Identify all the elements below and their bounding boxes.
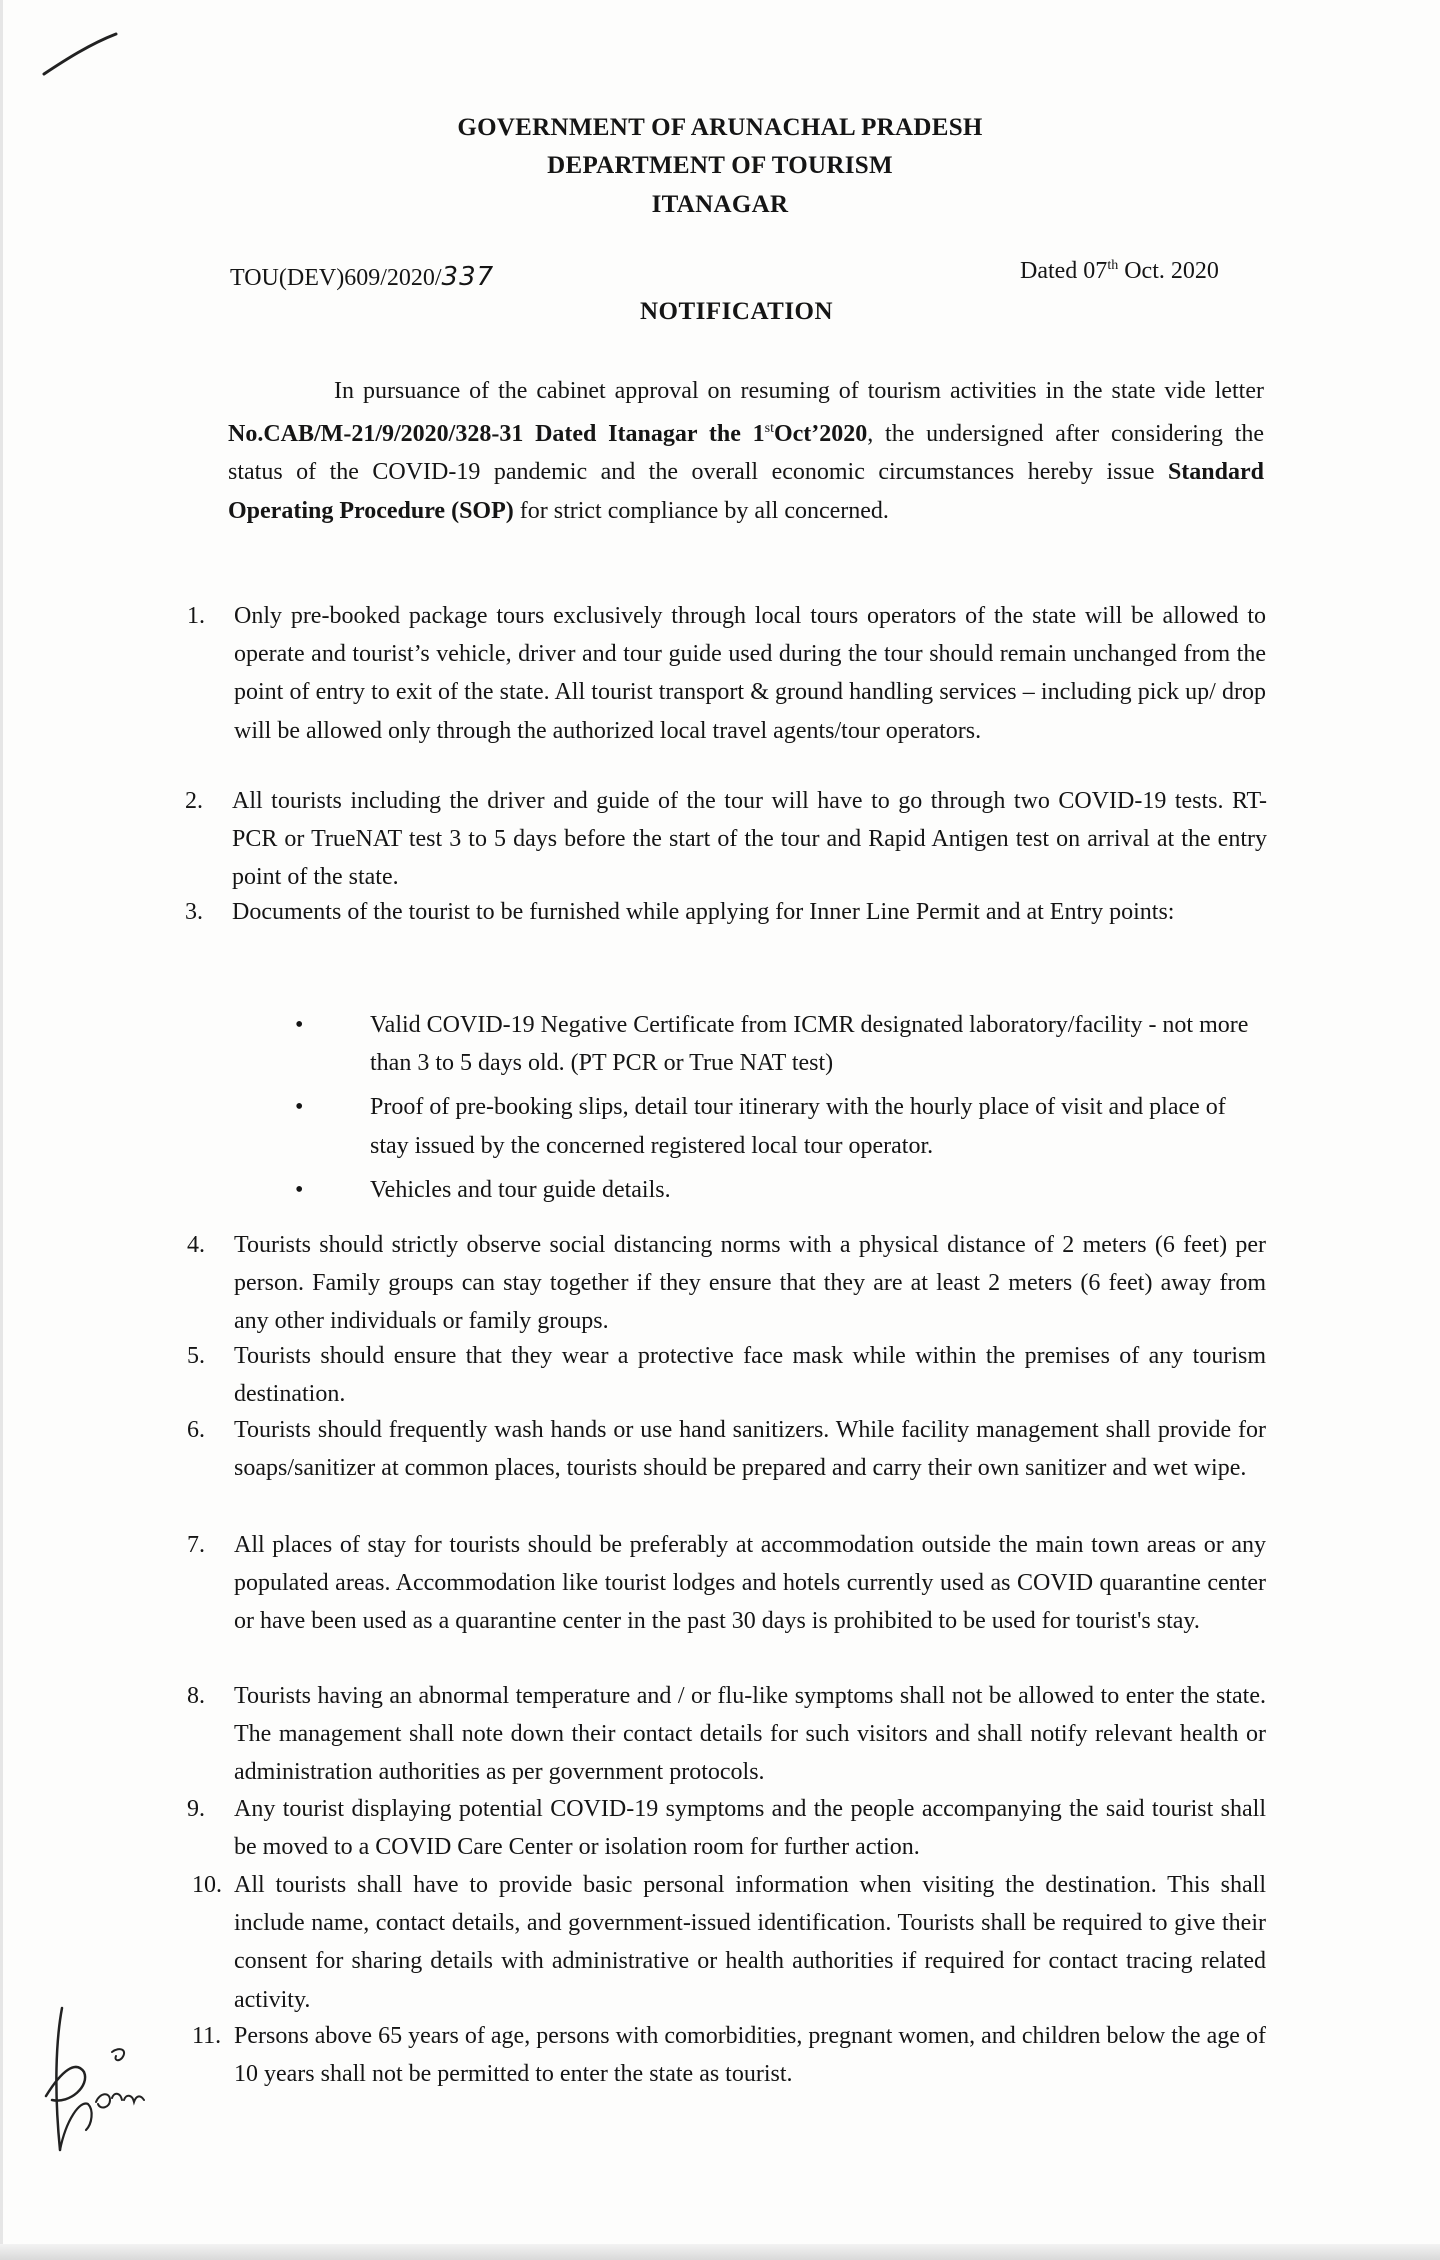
bullet-icon: •	[295, 1176, 304, 1203]
list-item	[187, 1790, 1266, 1866]
scan-left-edge	[0, 0, 3, 2260]
date-suffix: Oct. 2020	[1118, 258, 1219, 284]
list-item-text: All tourists shall have to provide basic personal information when visiting the destination. This shall include name, contact details, and government-issued identification. Tourists shall be required to give their consent for sharing details with administrative or health authorities if required for contact tracing related activity.	[234, 1872, 1266, 2013]
list-item-number: 10.	[192, 1872, 222, 1898]
handwritten-initials	[40, 2000, 180, 2170]
list-item	[187, 1226, 1266, 1341]
header-city: ITANAGAR	[651, 191, 789, 218]
intro-letter-date: Oct’2020	[773, 421, 868, 448]
scan-bottom-edge	[0, 2244, 1440, 2260]
list-item-text: Tourists should strictly observe social distancing norms with a physical distance of 2 meters (6 feet) per person. Family groups can stay together if they ensure that they are at least 2 meters (6 feet) away from any other individuals or family groups.	[234, 1232, 1266, 1335]
header-government: GOVERNMENT OF ARUNACHAL PRADESH	[457, 114, 983, 141]
bullet-text: Proof of pre-booking slips, detail tour itinerary with the hourly place of visit and place of stay issued by the concerned registered local tour operator.	[370, 1094, 1226, 1159]
list-item-number: 8.	[187, 1683, 205, 1709]
header-department: DEPARTMENT OF TOURISM	[547, 152, 893, 179]
list-item	[185, 782, 1267, 897]
intro-letter-no: No.CAB/M-21/9/2020/328-31 Dated Itanagar the 1	[228, 421, 765, 448]
list-item-number: 9.	[187, 1796, 205, 1822]
list-item	[187, 597, 1266, 750]
list-item-text: Tourists having an abnormal temperature and / or flu-like symptoms shall not be allowed to enter the state. The management shall note down their contact details for such visitors and shall notify relevant health or administration authorities as per government protocols.	[234, 1683, 1266, 1786]
list-item-number: 6.	[187, 1417, 205, 1443]
list-item	[187, 1337, 1266, 1413]
list-item-text: Tourists should ensure that they wear a protective face mask while within the premises of any tourism destination.	[234, 1343, 1266, 1408]
page-title: NOTIFICATION	[640, 298, 834, 325]
pen-stroke-mark	[40, 30, 120, 80]
bullet-icon: •	[295, 1012, 304, 1038]
bullet-text: Vehicles and tour guide details.	[370, 1176, 671, 1203]
list-item-text: All tourists including the driver and guide of the tour will have to go through two COVID-19 tests. RT-PCR or TrueNAT test 3 to 5 days before the start of the tour and Rapid Antigen test on arrival at the entry point of the state.	[232, 788, 1267, 891]
notification-date	[1020, 258, 1219, 285]
list-item-number: 3.	[185, 899, 203, 925]
list-item-text: Tourists should frequently wash hands or use hand sanitizers. While facility management shall provide for soaps/sanitizer at common places, tourists should be prepared and carry their own sanitizer and wet wipe.	[234, 1417, 1266, 1482]
bullet-item	[295, 1088, 1270, 1164]
list-item	[187, 1411, 1266, 1487]
list-item-number: 11.	[192, 2023, 222, 2049]
list-item	[185, 893, 1267, 931]
list-item-number: 4.	[187, 1232, 205, 1258]
list-item	[192, 1866, 1266, 2019]
list-item-number: 2.	[185, 788, 203, 814]
list-item-text: Any tourist displaying potential COVID-19 symptoms and the people accompanying the said tourist shall be moved to a COVID Care Center or isolation room for further action.	[234, 1796, 1266, 1861]
list-item	[192, 2017, 1266, 2093]
list-item-number: 1.	[187, 603, 205, 629]
reference-printed: TOU(DEV)609/2020/	[230, 265, 442, 291]
date-prefix: Dated 07	[1020, 258, 1108, 284]
reference-handwritten: 337	[441, 262, 495, 292]
bullet-text: Valid COVID-19 Negative Certificate from ICMR designated laboratory/facility - not more than 3 to 5 days old. (PT PCR or True NAT test)	[370, 1012, 1249, 1077]
list-item-text: All places of stay for tourists should be preferably at accommodation outside the main town areas or any populated areas. Accommodation like tourist lodges and hotels currently used as COVID quarantine center or have been used as a quarantine center in the past 30 days is prohibited to be used for tourist's stay.	[234, 1532, 1266, 1635]
list-item-number: 5.	[187, 1343, 205, 1369]
list-item	[187, 1677, 1266, 1792]
intro-paragraph	[228, 372, 1264, 530]
reference-number	[230, 262, 494, 292]
intro-part1: In pursuance of the cabinet approval on resuming of tourism activities in the state vide letter	[334, 378, 1264, 404]
documents-bullet-list	[295, 1006, 1270, 1215]
list-item-text: Persons above 65 years of age, persons with comorbidities, pregnant women, and children below the age of 10 years shall not be permitted to enter the state as tourist.	[234, 2023, 1266, 2088]
list-item	[187, 1526, 1266, 1641]
intro-letter-sup: st	[764, 421, 774, 437]
list-item-text: Documents of the tourist to be furnished while applying for Inner Line Permit and at Entry points:	[232, 899, 1175, 925]
date-sup: th	[1107, 258, 1119, 273]
bullet-item	[295, 1006, 1270, 1082]
intro-part2: , the undersigned after considering the status of the COVID-19 pandemic and the overall economic circumstances hereby issue	[228, 421, 1265, 486]
list-item-number: 7.	[187, 1532, 205, 1558]
list-item-text: Only pre-booked package tours exclusively through local tours operators of the state will be allowed to operate and tourist’s vehicle, driver and tour guide used during the tour should remain unchanged from the point of entry to exit of the state. All tourist transport & ground handling services – including pick up/ drop will be allowed only through the authorized local travel agents/tour operators.	[234, 603, 1266, 744]
bullet-item	[295, 1171, 1270, 1209]
intro-sop: Standard Operating Procedure (SOP)	[228, 459, 1264, 524]
bullet-icon: •	[295, 1094, 304, 1121]
intro-part3: for strict compliance by all concerned.	[513, 497, 889, 524]
